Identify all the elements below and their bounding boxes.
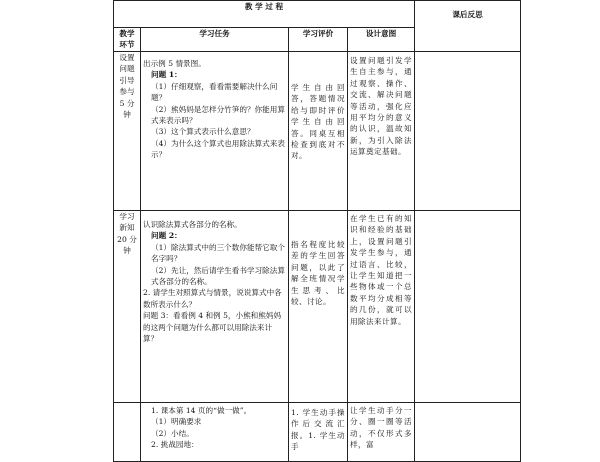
task-line: （2）先让，然后请学生看书学习除法算式各部分的名称。 <box>151 265 285 287</box>
col-intent-header: 设计意图 <box>348 28 415 52</box>
eval-text: 学生自由回答，答题情况给与即时评价学生自由回答。同桌互相检查到底对不对。 <box>291 83 345 161</box>
table-row <box>114 211 521 403</box>
stage-text: 钟 <box>123 110 131 120</box>
title-row <box>114 1 521 28</box>
intent-text: 在学生已有的知识和经验的基础上，设置问题引发学生参与，通过语言、比较，让学生知道把一些物体或一个总数平均分成相等的几份，就可以用除法来计算。 <box>350 214 412 326</box>
task-cell <box>141 211 289 403</box>
stage-text: 问题 <box>119 64 135 74</box>
task-cell <box>141 403 289 462</box>
eval-cell <box>289 52 348 211</box>
table-row <box>114 52 521 211</box>
intent-text: 设置问题引发学生自主参与，通过观察、操作、交流、解决问题等活动，强化应用平均分的意义的认识，温故知新，为引入除法运算奠定基础。 <box>350 56 412 157</box>
task-line: 问题 3：看看例 4 和例 5，小熊和熊妈妈的这两个问题为什么都可以用除法来计算？ <box>143 311 282 344</box>
task-line: （2）熊妈妈是怎样分竹笋的？你能用算式来表示吗？ <box>151 104 285 126</box>
task-line: （3）这个算式表示什么意思？ <box>151 127 255 137</box>
col-task-header: 学习任务 <box>141 28 289 52</box>
task-line: （2）小结。 <box>151 428 194 438</box>
col-eval-header: 学习评价 <box>289 28 348 52</box>
eval-cell <box>289 211 348 403</box>
reflection-title: 课后反思 <box>415 1 521 52</box>
process-title: 教 学 过 程 <box>114 1 415 28</box>
task-question-label: 问题 1： <box>151 70 182 80</box>
task-line: （4）为什么这个算式也用除法算式来表示？ <box>151 138 285 160</box>
col-stage-header: 教学环节 <box>114 28 141 52</box>
stage-text: 参与 <box>119 87 135 97</box>
eval-cell <box>289 403 348 462</box>
task-line: （1）除法算式中的三个数你能帮它取个名字吗？ <box>151 242 285 264</box>
stage-cell <box>114 211 141 403</box>
eval-text: 1. 学生动手操作后交流汇报。1. 学生动手 <box>291 408 345 452</box>
eval-text: 指名程度比较差的学生回答问题，以此了解全班情况学生思考、比较、讨论。 <box>291 240 345 307</box>
intent-text: 让学生动手分一分、圈一圈等活动，不仅形式多样，富 <box>350 406 412 450</box>
task-line: 2. 请学生对照算式与情景，说说算式中各数所表示什么？ <box>143 288 282 309</box>
task-line: 2. 挑战园地： <box>151 440 199 450</box>
reflection-cell <box>415 52 521 211</box>
stage-text: 钟 <box>123 246 131 256</box>
table-row <box>114 403 521 462</box>
task-cell <box>141 52 289 211</box>
stage-text: 20 分 <box>117 234 137 244</box>
task-line: 1. 课本第 14 页的“做一做”。 <box>151 406 252 415</box>
stage-text: 5 分 <box>119 98 135 108</box>
reflection-cell <box>415 403 521 462</box>
intent-cell <box>348 403 415 462</box>
stage-text: 学习 <box>119 212 135 221</box>
intent-cell <box>348 211 415 403</box>
task-line: 认识除法算式各部分的名称。 <box>143 220 242 229</box>
task-line: （1）明确要求 <box>151 417 202 427</box>
stage-cell <box>114 403 141 462</box>
task-question-label: 问题 2： <box>151 231 182 241</box>
stage-cell <box>114 52 141 211</box>
task-line: 出示例 5 情景图。 <box>143 59 206 68</box>
intent-cell <box>348 52 415 211</box>
stage-text: 新知 <box>119 223 135 233</box>
task-line: （1）仔细观察，看看需要解决什么问题？ <box>151 81 278 103</box>
reflection-cell <box>415 211 521 403</box>
stage-text: 设置 <box>119 53 135 62</box>
stage-text: 引导 <box>119 75 135 85</box>
lesson-plan-table <box>113 0 521 462</box>
